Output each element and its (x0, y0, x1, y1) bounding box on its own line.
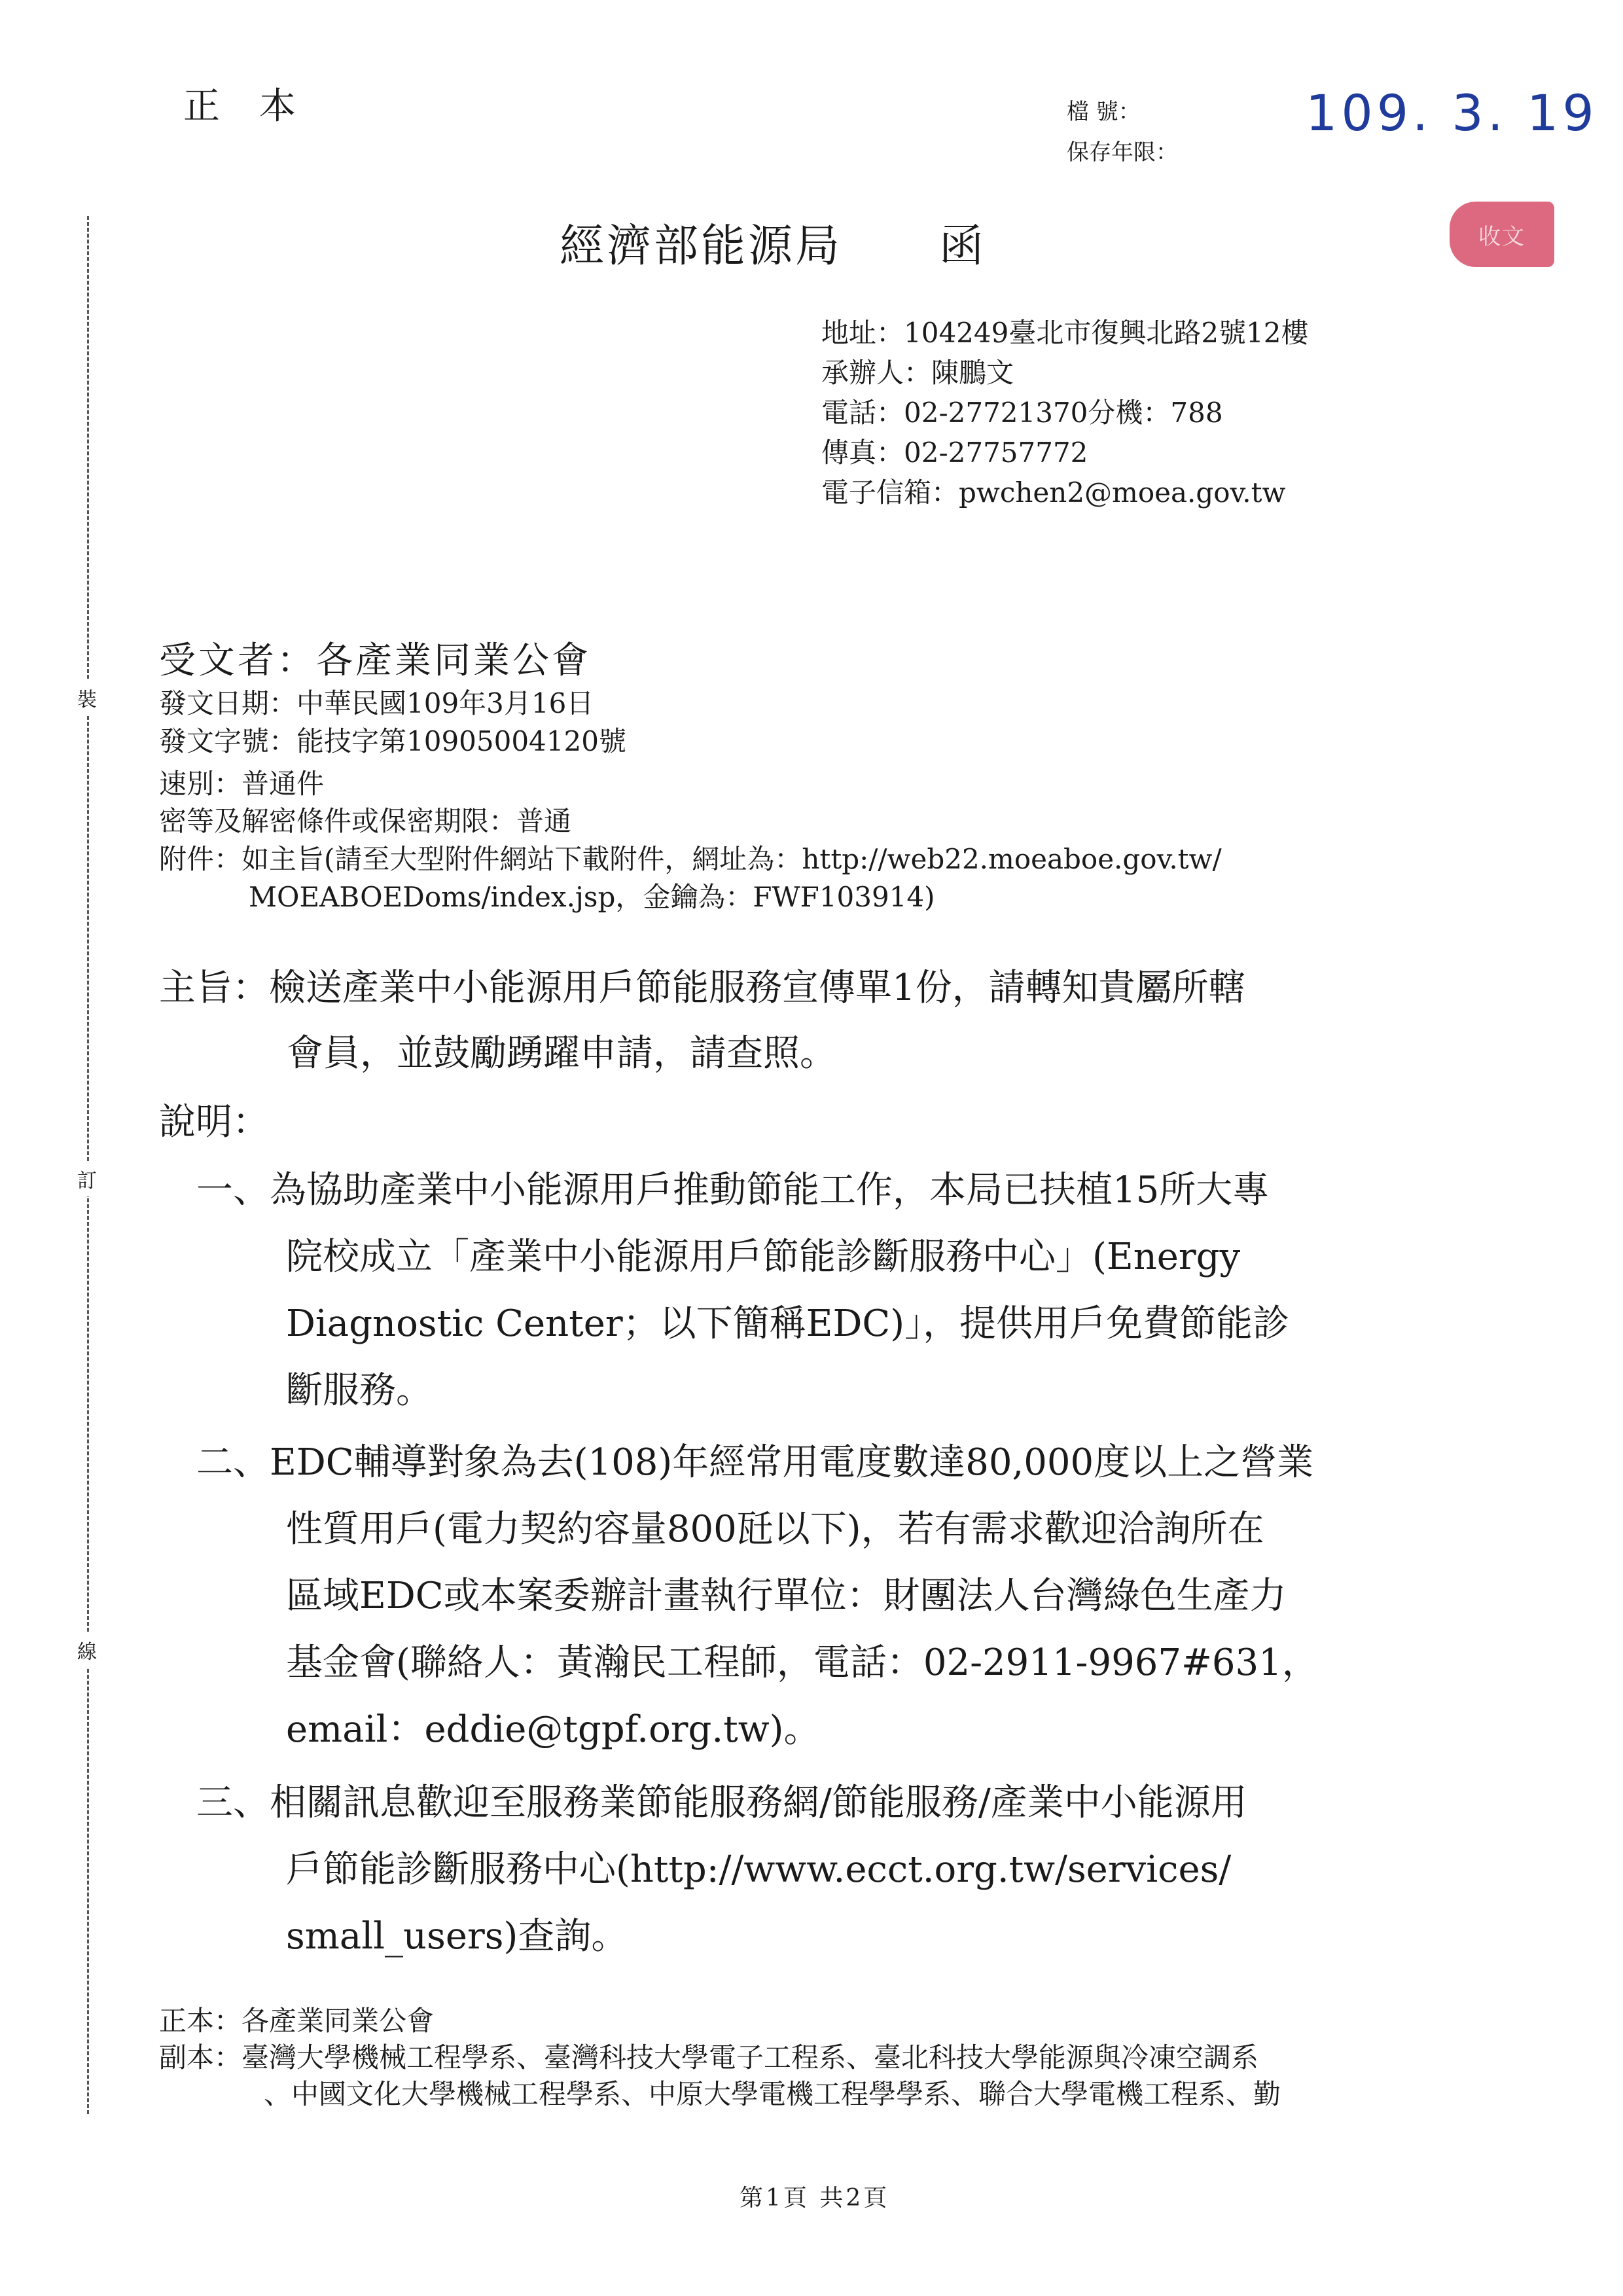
subject-line-2: 會員，並鼓勵踴躍申請，請查照。 (287, 1032, 836, 1075)
item-first-line: 一、為協助產業中小能源用戶推動節能工作，本局已扶植15所大專 (196, 1169, 1270, 1211)
copy-recipients-2: 、中國文化大學機械工程學系、中原大學電機工程學學系、聯合大學電機工程系、勤 (264, 2078, 1281, 2110)
secrecy-level: 密等及解密條件或保密期限：普通 (159, 805, 572, 837)
item-line: email：eddie@tgpf.org.tw)。 (286, 1708, 821, 1751)
item-line: 斷服務。 (286, 1369, 433, 1412)
seal-text: 收文 (1478, 223, 1525, 250)
explanation-label: 說明： (159, 1101, 269, 1143)
distribution-list (159, 2003, 1281, 2113)
red-seal-stamp (1450, 202, 1554, 267)
page-number: 第1頁 共2頁 (740, 2185, 890, 2212)
archive-info (1067, 92, 1178, 173)
file-number-label: 檔 號： (1067, 99, 1141, 125)
attachment-line-1: 附件：如主旨(請至大型附件網站下載附件，網址為：http://web22.moeaboe.gov.tw/ (159, 843, 1222, 875)
issuing-organization: 經濟部能源局 (560, 221, 843, 272)
copy-label: 正本 (183, 85, 335, 128)
issue-date: 發文日期：中華民國109年3月16日 (159, 687, 594, 719)
explanation-item-2 (196, 1429, 1319, 1763)
delivery-speed: 速別：普通件 (159, 768, 325, 800)
item-line: 性質用戶(電力契約容量800瓩以下)，若有需求歡迎洽詢所在 (286, 1508, 1264, 1551)
item-line: 戶節能診斷服務中心(http://www.ecct.org.tw/services/ (286, 1848, 1232, 1891)
subject (159, 956, 1402, 1086)
contact-address: 地址：104249臺北市復興北路2號12樓 (821, 317, 1309, 349)
item-first-line: 三、相關訊息歡迎至服務業節能服務網/節能服務/產業中小能源用 (196, 1782, 1247, 1824)
item-line: 院校成立「產業中小能源用戶節能診斷服務中心」(Energy (286, 1236, 1241, 1278)
contact-email: 電子信箱：pwchen2@moea.gov.tw (821, 476, 1286, 509)
recipient: 受文者：各產業同業公會 (159, 639, 591, 682)
document-number: 發文字號：能技字第10905004120號 (159, 725, 626, 757)
archive-date-stamp: 109. 3. 19 (1306, 84, 1598, 142)
item-line: Diagnostic Center；以下簡稱EDC)」，提供用戶免費節能診 (286, 1302, 1290, 1345)
contact-fax: 傳真：02-27757772 (821, 437, 1088, 469)
original-recipient: 正本：各產業同業公會 (159, 2005, 435, 2037)
explanation-item-1 (196, 1157, 1289, 1424)
item-first-line: 二、EDC輔導對象為去(108)年經常用電度數達80,000度以上之營業 (196, 1441, 1314, 1484)
contact-phone: 電話：02-27721370分機：788 (821, 397, 1223, 429)
binding-mark-xian: 線 (77, 1633, 97, 1667)
item-line: small_users)查詢。 (286, 1915, 628, 1958)
document-type: 函 (939, 221, 984, 272)
retention-label: 保存年限： (1067, 139, 1178, 166)
contact-handler: 承辦人：陳鵬文 (821, 357, 1014, 389)
binding-mark-zhuang: 裝 (77, 681, 97, 715)
binding-mark-ding: 訂 (77, 1162, 97, 1196)
item-line: 基金會(聯絡人：黃瀚民工程師，電話：02-2911-9967#631， (286, 1641, 1319, 1684)
subject-line-1: 主旨：檢送產業中小能源用戶節能服務宣傳單1份，請轉知貴屬所轄 (159, 967, 1245, 1009)
explanation-item-3 (196, 1770, 1247, 1970)
contact-block (821, 313, 1309, 512)
item-line: 區域EDC或本案委辦計畫執行單位：財團法人台灣綠色生產力 (286, 1575, 1287, 1617)
attachment-line-2: MOEABOEDoms/index.jsp，金鑰為：FWF103914) (249, 881, 935, 913)
copy-recipients-1: 副本：臺灣大學機械工程學系、臺灣科技大學電子工程系、臺北科技大學能源與冷凍空調系 (159, 2041, 1259, 2073)
